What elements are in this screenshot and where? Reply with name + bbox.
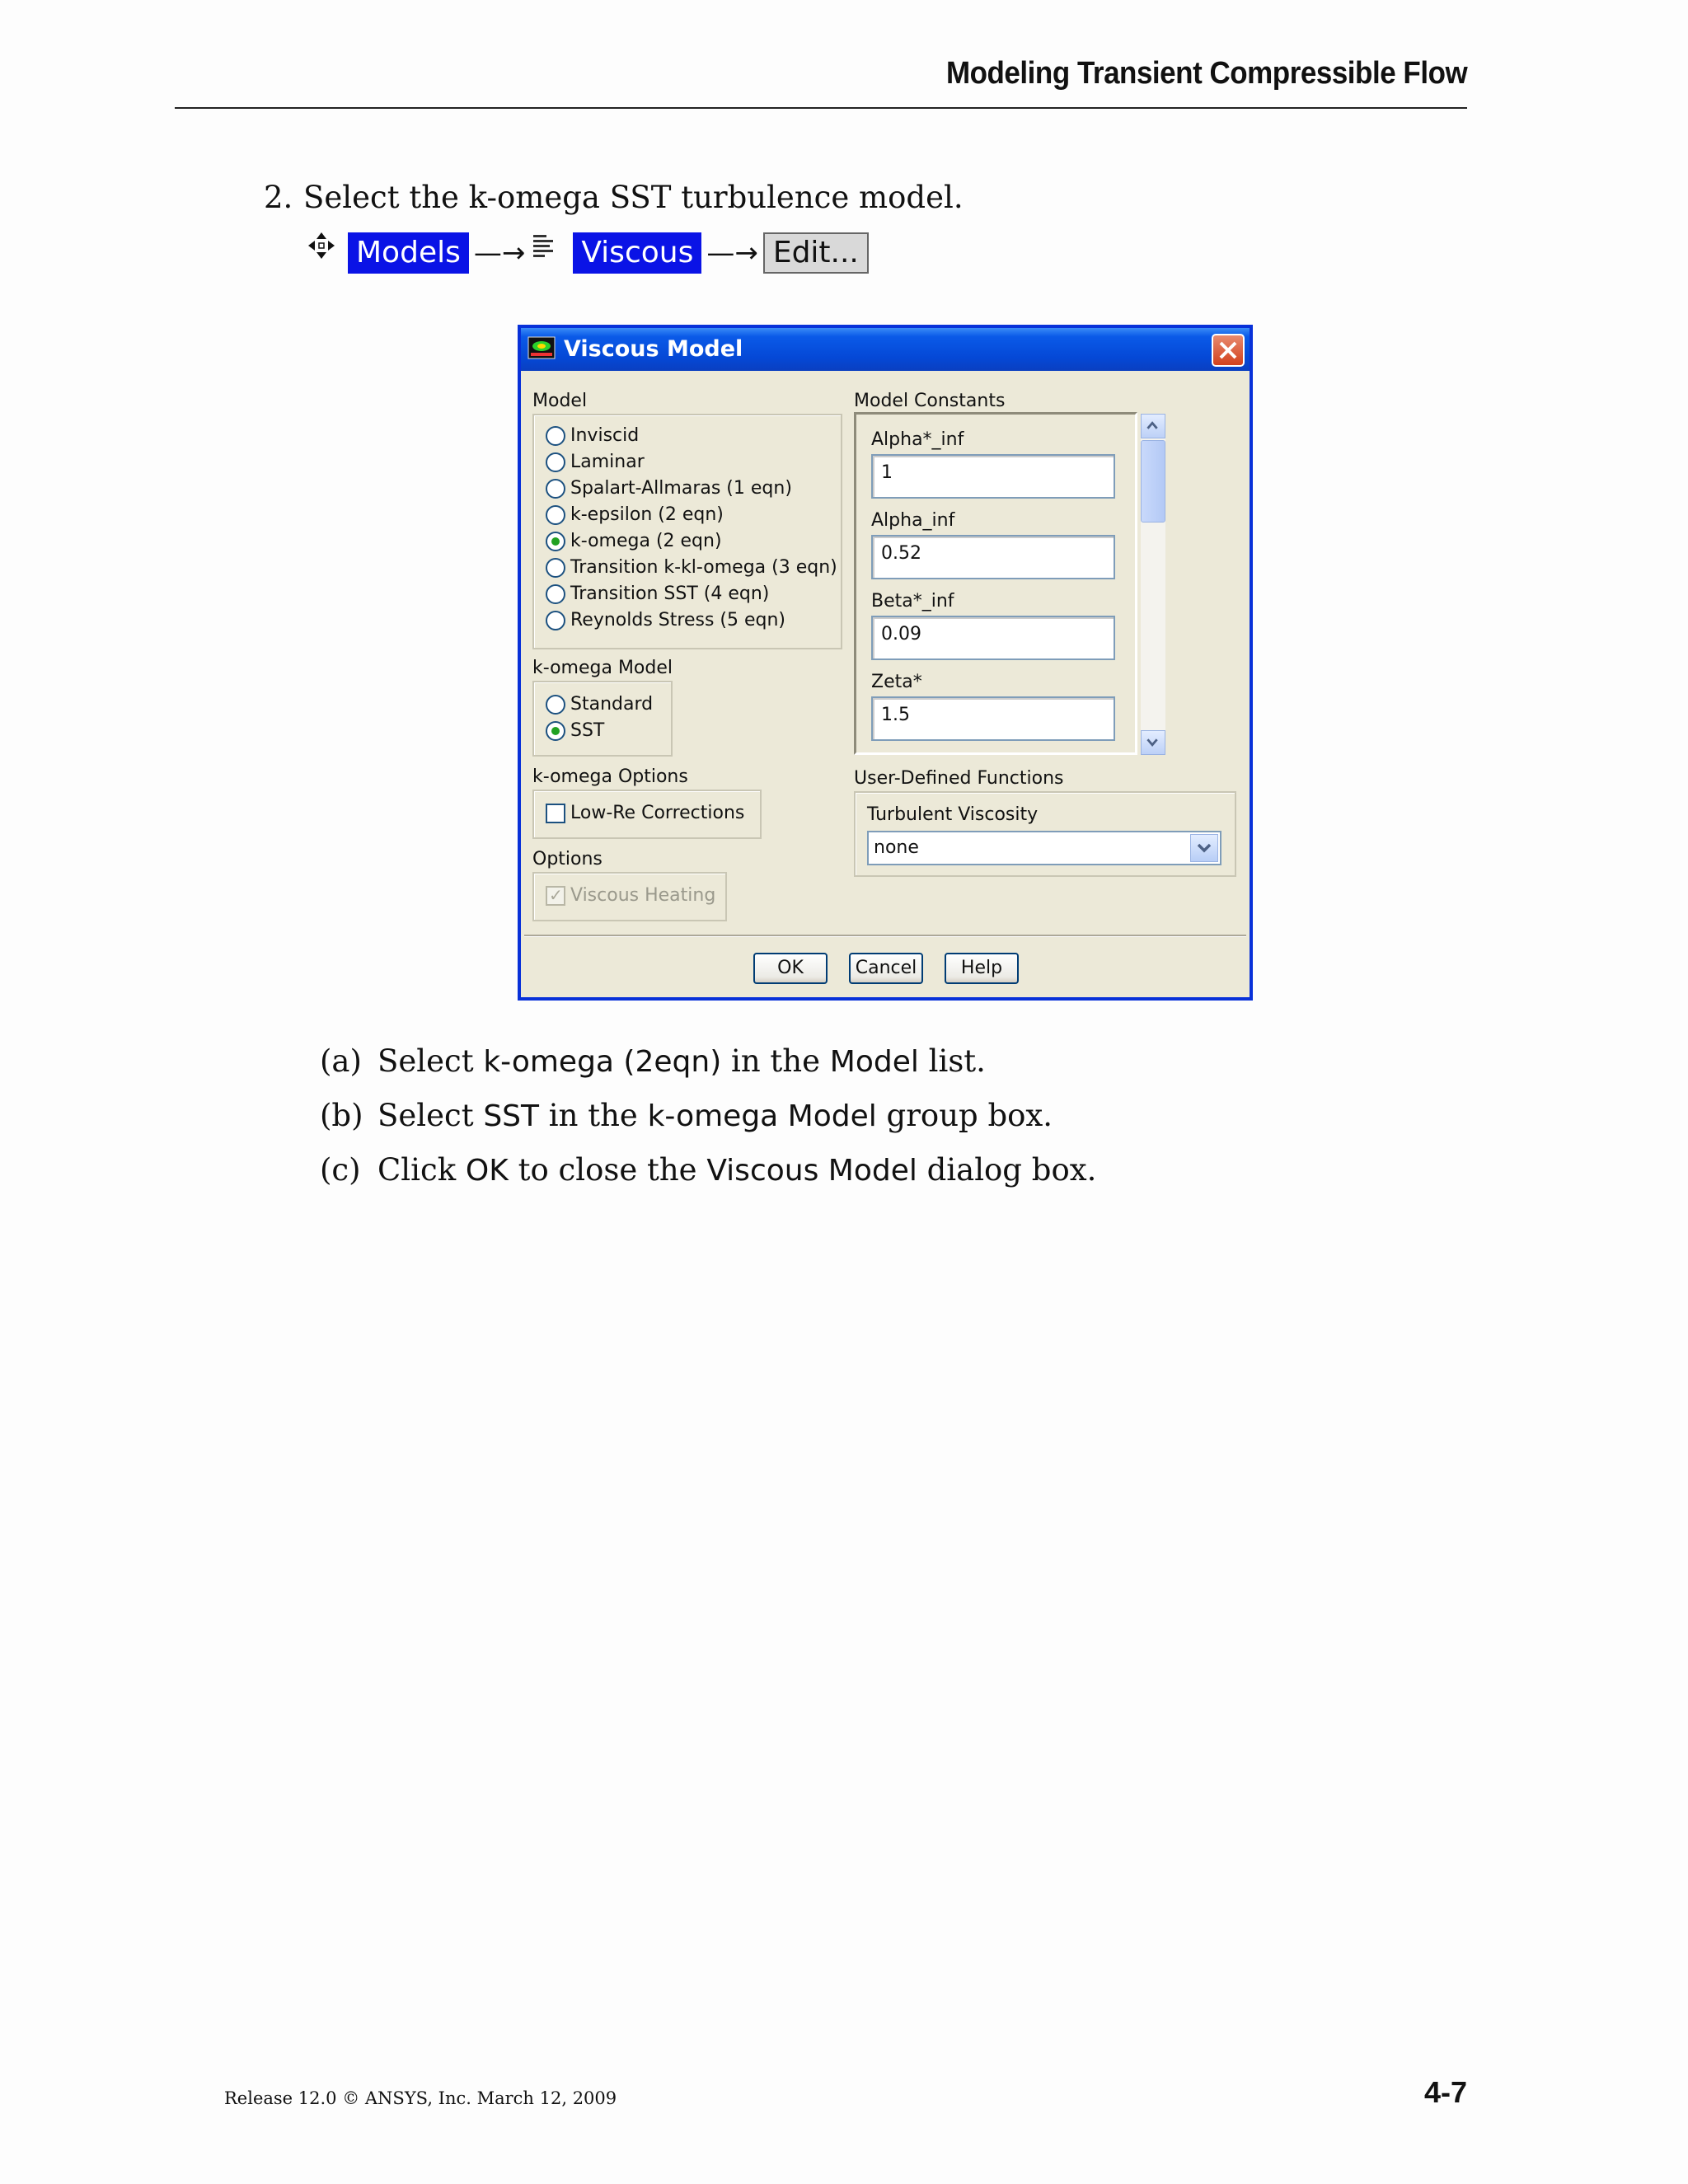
chevron-down-icon xyxy=(1142,731,1165,754)
constant-input[interactable]: 0.09 xyxy=(871,616,1115,660)
dialog-titlebar[interactable] xyxy=(521,328,1250,371)
constant-label: Beta*_inf xyxy=(871,591,954,612)
model-option-selected[interactable]: k-omega (2 eqn) xyxy=(546,531,722,551)
constants-scrollbar[interactable] xyxy=(1141,414,1165,755)
page-header-title: Modeling Transient Compressible Flow xyxy=(945,56,1467,91)
constant-label: Zeta* xyxy=(871,672,922,692)
options-label: Options xyxy=(532,849,603,869)
komega-options-label: k-omega Options xyxy=(532,766,688,787)
step-instruction: Select the k-omega SST turbulence model. xyxy=(303,180,964,215)
turbulent-viscosity-label: Turbulent Viscosity xyxy=(867,804,1039,825)
radio-button[interactable] xyxy=(546,584,565,604)
model-group xyxy=(532,414,842,649)
komega-options-group xyxy=(532,790,762,839)
radio-button-selected[interactable] xyxy=(546,532,565,551)
model-option[interactable]: Inviscid xyxy=(546,425,639,446)
model-option[interactable]: Transition k-kl-omega (3 eqn) xyxy=(546,557,837,578)
options-group xyxy=(532,872,727,921)
substep-a: (a) Select k-omega (2eqn) in the Model list. xyxy=(320,1043,986,1079)
model-group-label: Model xyxy=(532,391,588,411)
nav-arrow: —→ xyxy=(706,237,758,269)
nav-models-link[interactable]: Models xyxy=(348,232,469,274)
nav-arrow: —→ xyxy=(473,237,526,269)
substep-b: (b) Select SST in the k-omega Model group box. xyxy=(320,1098,1053,1133)
komega-option[interactable]: Standard xyxy=(546,694,653,715)
low-re-checkbox[interactable] xyxy=(546,804,565,823)
model-constants-panel xyxy=(854,412,1137,755)
nav-edit-button[interactable]: Edit... xyxy=(763,232,869,274)
list-icon xyxy=(530,232,560,261)
radio-button[interactable] xyxy=(546,695,565,715)
radio-button-selected[interactable] xyxy=(546,721,565,741)
radio-button[interactable] xyxy=(546,611,565,630)
scroll-down-button[interactable] xyxy=(1141,730,1165,755)
page-number: 4-7 xyxy=(1423,2075,1467,2109)
footer-release: Release 12.0 © ANSYS, Inc. March 12, 2009 xyxy=(224,2088,617,2108)
model-option[interactable]: k-epsilon (2 eqn) xyxy=(546,504,724,525)
model-option[interactable]: Spalart-Allmaras (1 eqn) xyxy=(546,478,792,499)
chevron-up-icon xyxy=(1142,415,1165,438)
scroll-thumb[interactable] xyxy=(1141,440,1165,523)
cancel-button[interactable]: Cancel xyxy=(849,953,923,984)
models-move-icon xyxy=(307,231,336,260)
constant-label: Alpha*_inf xyxy=(871,429,964,450)
radio-button[interactable] xyxy=(546,426,565,446)
step-number: 2. xyxy=(264,180,293,215)
navigation-path xyxy=(307,231,869,275)
step-text xyxy=(264,180,964,215)
substep-c: (c) Click OK to close the Viscous Model dialog box. xyxy=(320,1152,1097,1188)
close-button[interactable] xyxy=(1212,334,1245,367)
radio-button[interactable] xyxy=(546,505,565,525)
constant-input[interactable]: 1.5 xyxy=(871,696,1115,741)
chevron-down-icon xyxy=(1191,835,1217,861)
model-option[interactable]: Reynolds Stress (5 eqn) xyxy=(546,610,785,630)
udf-label: User-Defined Functions xyxy=(854,768,1064,789)
constant-label: Alpha_inf xyxy=(871,510,955,531)
fluent-app-icon xyxy=(528,336,556,361)
dialog-title: Viscous Model xyxy=(564,336,743,362)
viscous-heating-checkbox xyxy=(546,886,565,906)
dropdown-button[interactable] xyxy=(1190,834,1218,862)
radio-button[interactable] xyxy=(546,452,565,472)
ok-button[interactable]: OK xyxy=(753,953,828,984)
model-constants-label: Model Constants xyxy=(854,391,1006,411)
constant-input[interactable]: 1 xyxy=(871,454,1115,499)
komega-option-selected[interactable]: SST xyxy=(546,720,604,741)
model-option[interactable]: Laminar xyxy=(546,452,645,472)
turbulent-viscosity-value: none xyxy=(874,837,919,858)
header-rule xyxy=(175,107,1467,109)
model-option[interactable]: Transition SST (4 eqn) xyxy=(546,583,769,604)
scroll-up-button[interactable] xyxy=(1141,414,1165,438)
nav-viscous-link[interactable]: Viscous xyxy=(573,232,701,274)
komega-model-label: k-omega Model xyxy=(532,658,673,678)
low-re-checkbox-row[interactable]: Low-Re Corrections xyxy=(546,803,744,823)
radio-button[interactable] xyxy=(546,479,565,499)
komega-model-group xyxy=(532,681,673,757)
radio-button[interactable] xyxy=(546,558,565,578)
close-icon xyxy=(1213,335,1243,365)
constant-input[interactable]: 0.52 xyxy=(871,535,1115,579)
help-button[interactable]: Help xyxy=(945,953,1019,984)
viscous-model-dialog xyxy=(518,325,1253,1001)
udf-group xyxy=(854,791,1236,877)
turbulent-viscosity-select[interactable] xyxy=(867,831,1221,865)
viscous-heating-checkbox-row: ✓ Viscous Heating xyxy=(546,885,715,906)
dialog-divider xyxy=(524,935,1246,936)
